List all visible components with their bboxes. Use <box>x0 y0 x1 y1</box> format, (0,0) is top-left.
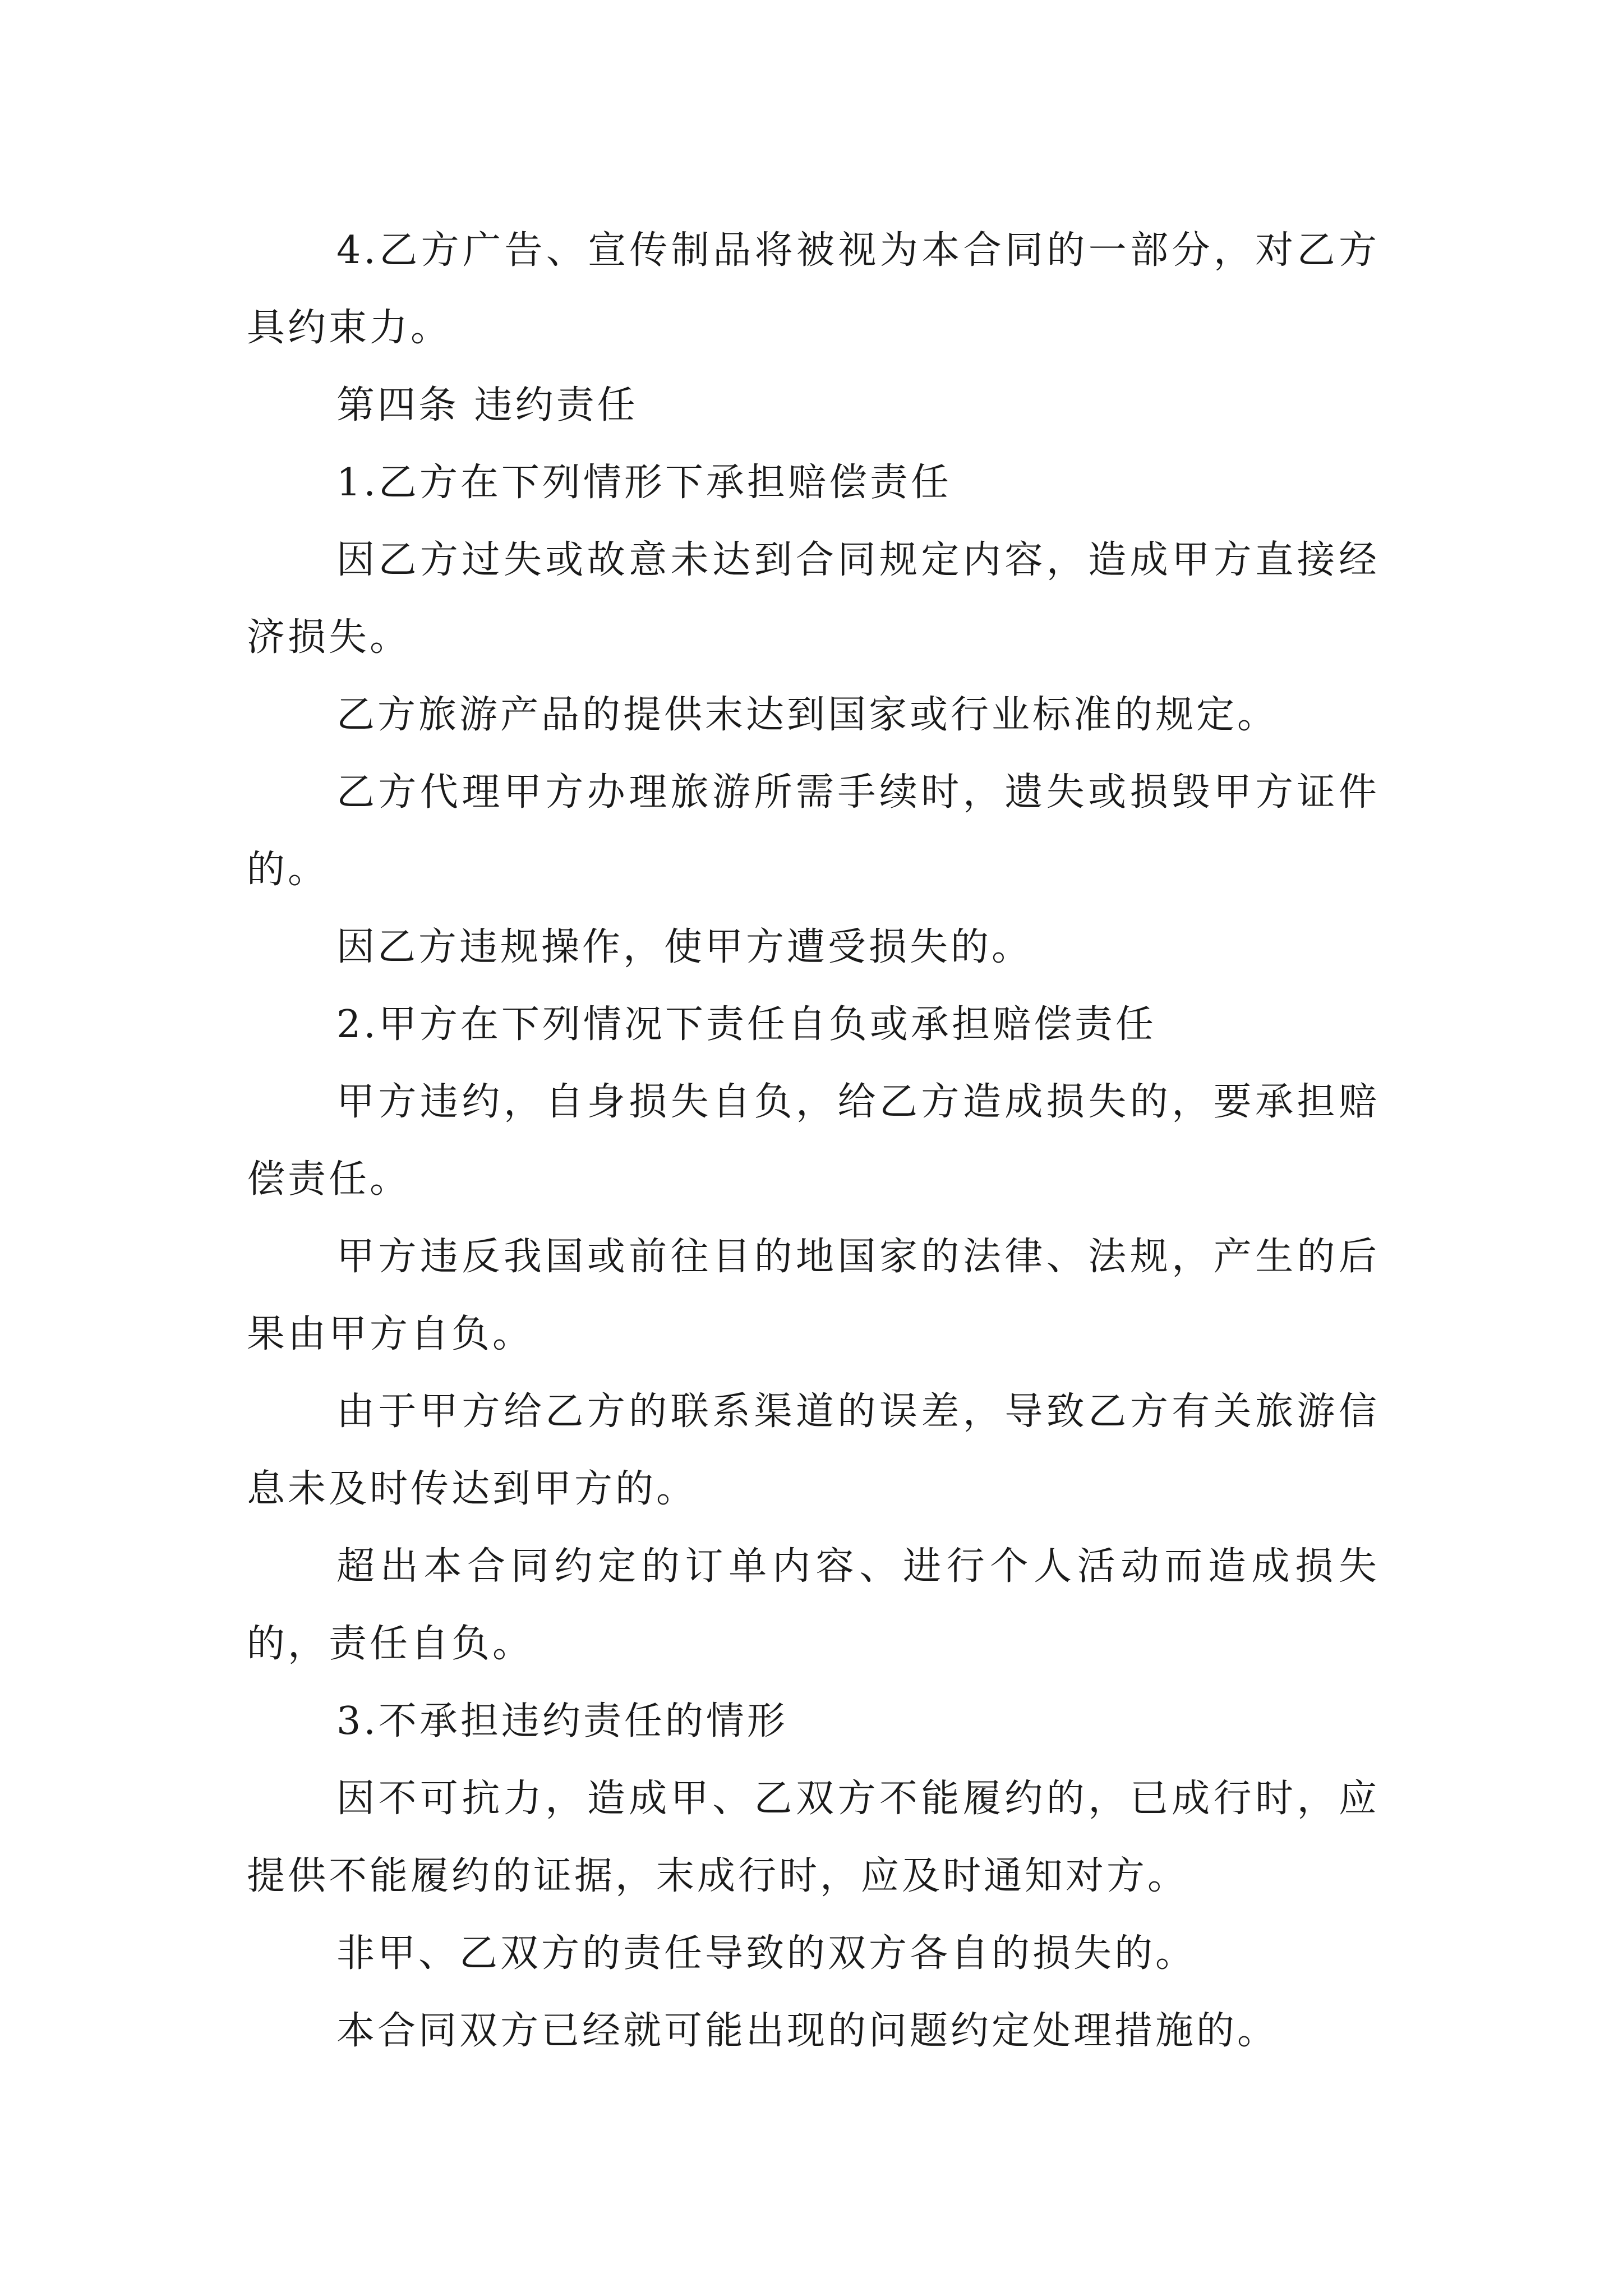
paragraph-force-majeure: 因不可抗力，造成甲、乙双方不能履约的，已成行时，应提供不能履约的证据，末成行时，应及时通知对方。 <box>247 1777 1380 1898</box>
paragraph-b-documents: 乙方代理甲方办理旅游所需手续时，遗失或损毁甲方证件的。 <box>247 770 1380 892</box>
paragraph-a-contact: 由于甲方给乙方的联系渠道的误差，导致乙方有关旅游信息未及时传达到甲方的。 <box>247 1389 1380 1511</box>
paragraph-a-excess: 超出本合同约定的订单内容、进行个人活动而造成损失的，责任自负。 <box>247 1544 1380 1666</box>
paragraph-b-standards: 乙方旅游产品的提供末达到国家或行业标准的规定。 <box>336 693 1279 737</box>
paragraph-third-party: 非甲、乙双方的责任导致的双方各自的损失的。 <box>336 1931 1197 1976</box>
paragraph-ad-binding: 4.乙方广告、宣传制品将被视为本合同的一部分，对乙方具约束力。 <box>247 228 1380 350</box>
subsection-heading-party-a-liability: 2.甲方在下列情况下责任自负或承担赔偿责任 <box>336 1002 1156 1047</box>
paragraph-a-law: 甲方违反我国或前往目的地国家的法律、法规，产生的后果由甲方自负。 <box>247 1235 1380 1356</box>
document-body <box>247 212 1380 2070</box>
subsection-heading-party-b-liability: 1.乙方在下列情形下承担赔偿责任 <box>336 461 952 505</box>
paragraph-agreed-measures: 本合同双方已经就可能出现的问题约定处理措施的。 <box>336 2009 1279 2053</box>
paragraph-b-violation: 因乙方违规操作，使甲方遭受损失的。 <box>336 925 1033 969</box>
section-heading-article-4: 第四条 违约责任 <box>336 383 638 427</box>
subsection-heading-no-liability: 3.不承担违约责任的情形 <box>336 1699 788 1743</box>
paragraph-a-breach: 甲方违约，自身损失自负，给乙方造成损失的，要承担赔偿责任。 <box>247 1080 1380 1202</box>
paragraph-b-fault: 因乙方过失或故意未达到合同规定内容，造成甲方直接经济损失。 <box>247 538 1380 660</box>
